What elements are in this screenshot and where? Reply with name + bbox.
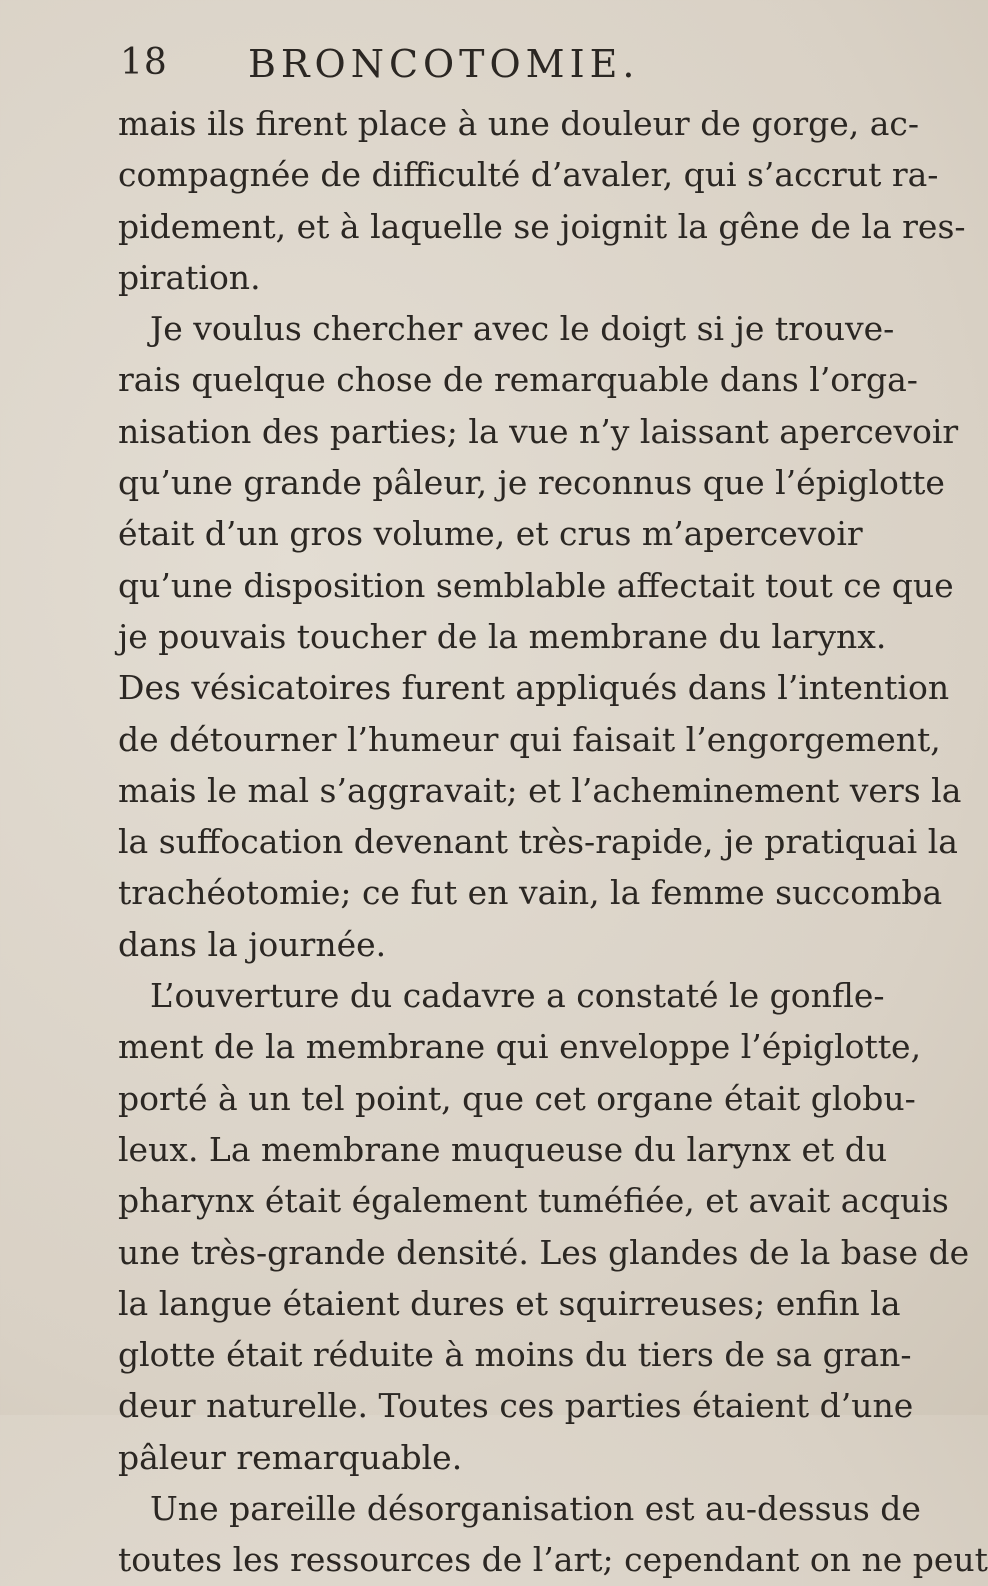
running-title: BRONCOTOMIE. — [248, 42, 640, 86]
text-line: qu’une grande pâleur, je reconnus que l’épiglotte — [118, 463, 945, 503]
text-line: leux. La membrane muqueuse du larynx et du — [118, 1129, 888, 1169]
text-line: qu’une disposition semblable affectait tout ce que — [118, 565, 954, 605]
text-line: compagnée de difficulté d’avaler, qui s’accrut ra- — [118, 155, 939, 195]
text-line: glotte était réduite à moins du tiers de sa gran- — [118, 1335, 912, 1375]
text-line: Des vésicatoires furent appliqués dans l’intention — [118, 668, 950, 708]
text-line: porté à un tel point, que cet organe était globu- — [118, 1078, 916, 1118]
text-line: piration. — [118, 257, 261, 297]
text-line: dans la journée. — [118, 924, 387, 964]
text-line: Une pareille désorganisation est au-dessus de — [150, 1489, 921, 1529]
text-line: mais ils firent place à une douleur de gorge, ac- — [118, 104, 920, 143]
text-line: L’ouverture du cadavre a constaté le gonfle- — [150, 976, 885, 1016]
text-line: toutes les ressources de l’art; cependant on ne peut — [118, 1540, 988, 1580]
text-line: Je voulus chercher avec le doigt si je trouve- — [150, 309, 895, 349]
text-line: de détourner l’humeur qui faisait l’engorgement, — [118, 719, 941, 759]
text-line: mais le mal s’aggravait; et l’acheminement vers la — [118, 770, 962, 810]
text-line: je pouvais toucher de la membrane du larynx. — [118, 616, 887, 656]
page-number: 18 — [120, 42, 168, 83]
text-line: trachéotomie; ce fut en vain, la femme succomba — [118, 873, 943, 913]
text-line: deur naturelle. Toutes ces parties étaient d’une — [118, 1386, 914, 1426]
text-line: pidement, et à laquelle se joignit la gêne de la res- — [118, 206, 966, 246]
page-header — [120, 42, 740, 98]
body-text — [118, 98, 988, 1586]
text-line: pâleur remarquable. — [118, 1437, 463, 1477]
text-line: la langue étaient dures et squirreuses; enfin la — [118, 1283, 901, 1323]
text-line: nisation des parties; la vue n’y laissant apercevoir — [118, 411, 959, 451]
text-line: rais quelque chose de remarquable dans l’orga- — [118, 360, 918, 400]
text-line: la suffocation devenant très-rapide, je pratiquai la — [118, 822, 958, 862]
text-line: une très-grande densité. Les glandes de la base de — [118, 1232, 970, 1272]
text-line: était d’un gros volume, et crus m’apercevoir — [118, 514, 863, 554]
text-line: ment de la membrane qui enveloppe l’épiglotte, — [118, 1027, 922, 1067]
text-line: pharynx était également tuméfiée, et avait acquis — [118, 1181, 949, 1221]
